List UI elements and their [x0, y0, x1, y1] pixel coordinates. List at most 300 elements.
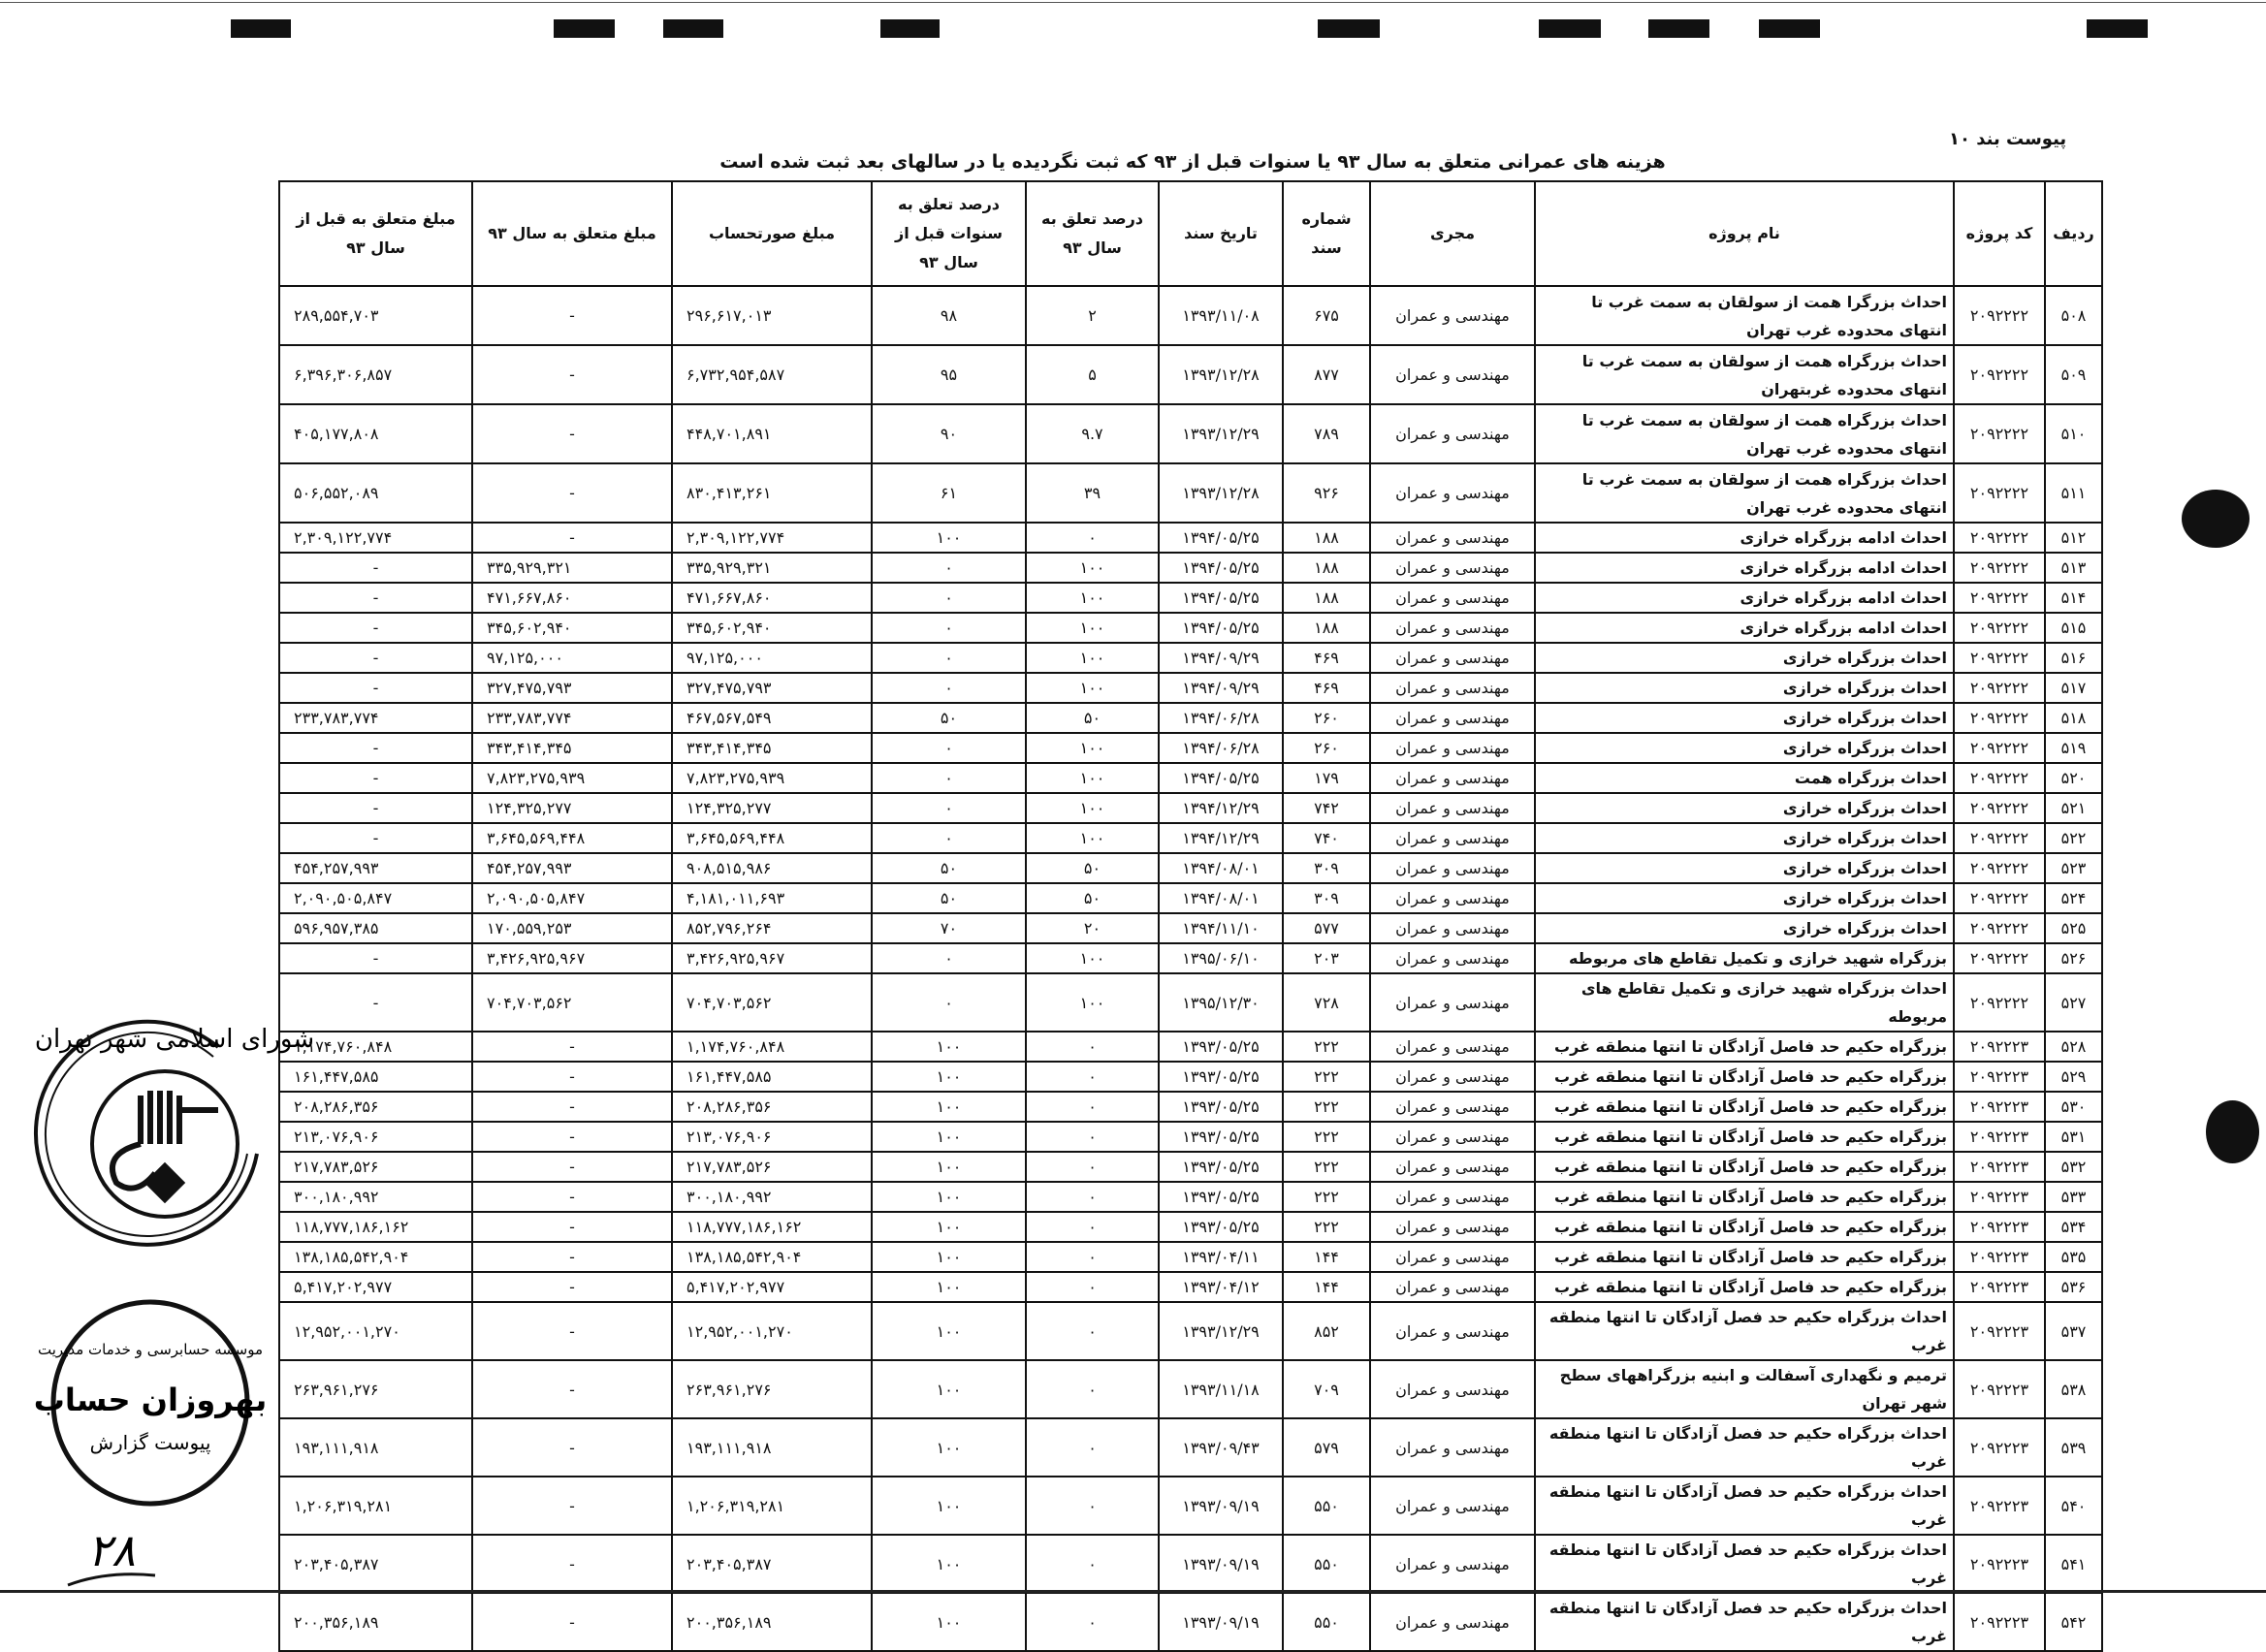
- cell-project-code: ۲۰۹۲۲۲۲: [1954, 853, 2045, 883]
- cell-amount-93: -: [472, 1062, 672, 1092]
- cell-executor: مهندسی و عمران: [1370, 1360, 1535, 1418]
- table-row: [279, 823, 2102, 853]
- cell-document-date: ۱۳۹۳/۰۹/۱۹: [1159, 1593, 1283, 1651]
- cell-percent-before-93: ۱۰۰: [872, 523, 1026, 553]
- cell-document-date: ۱۳۹۴/۱۱/۱۰: [1159, 913, 1283, 943]
- cell-executor: مهندسی و عمران: [1370, 463, 1535, 523]
- cell-amount-93: -: [472, 463, 672, 523]
- cell-document-number: ۵۵۰: [1283, 1535, 1370, 1593]
- cell-amount-before-93: ۴۰۵,۱۷۷,۸۰۸: [279, 404, 472, 463]
- cell-amount-before-93: -: [279, 583, 472, 613]
- table-row: [279, 463, 2102, 523]
- expenses-table: [278, 180, 2103, 1652]
- cell-project-name: احداث بزرگرا همت از سولقان به سمت غرب تا انتهای محدوده غرب تهران: [1535, 286, 1954, 345]
- cell-row-number: ۵۳۵: [2045, 1242, 2102, 1272]
- cell-invoice-amount: ۳,۴۲۶,۹۲۵,۹۶۷: [672, 943, 872, 973]
- cell-document-date: ۱۳۹۵/۰۶/۱۰: [1159, 943, 1283, 973]
- cell-percent-before-93: ۵۰: [872, 853, 1026, 883]
- cell-amount-before-93: ۱۶۱,۴۴۷,۵۸۵: [279, 1062, 472, 1092]
- cell-invoice-amount: ۳۴۳,۴۱۴,۳۴۵: [672, 733, 872, 763]
- cell-project-code: ۲۰۹۲۲۲۲: [1954, 553, 2045, 583]
- cell-percent-before-93: ۰: [872, 643, 1026, 673]
- cell-percent-93: ۰: [1026, 1032, 1159, 1062]
- cell-amount-93: -: [472, 1032, 672, 1062]
- table-row: [279, 733, 2102, 763]
- cell-project-name: احداث بزرگراه حکیم حد فصل آزادگان تا انتها منطقه غرب: [1535, 1418, 1954, 1477]
- cell-project-name: احداث بزرگراه خرازی: [1535, 883, 1954, 913]
- cell-executor: مهندسی و عمران: [1370, 883, 1535, 913]
- cell-percent-93: ۱۰۰: [1026, 973, 1159, 1032]
- table-row: [279, 286, 2102, 345]
- cell-executor: مهندسی و عمران: [1370, 943, 1535, 973]
- cell-project-code: ۲۰۹۲۲۲۲: [1954, 793, 2045, 823]
- cell-executor: مهندسی و عمران: [1370, 703, 1535, 733]
- punch-hole-mark: [2182, 490, 2250, 548]
- cell-project-code: ۲۰۹۲۲۲۳: [1954, 1092, 2045, 1122]
- cell-invoice-amount: ۴۴۸,۷۰۱,۸۹۱: [672, 404, 872, 463]
- table-row: [279, 1535, 2102, 1593]
- cell-amount-93: -: [472, 1212, 672, 1242]
- cell-row-number: ۵۱۷: [2045, 673, 2102, 703]
- cell-project-code: ۲۰۹۲۲۲۲: [1954, 286, 2045, 345]
- cell-percent-93: ۱۰۰: [1026, 793, 1159, 823]
- punch-hole-mark: [2206, 1100, 2259, 1163]
- cell-amount-93: -: [472, 1360, 672, 1418]
- table-row: [279, 643, 2102, 673]
- cell-percent-93: ۰: [1026, 1062, 1159, 1092]
- redaction-bar: [1318, 19, 1380, 38]
- column-header-document-date: تاریخ سند: [1159, 181, 1283, 286]
- cell-amount-93: -: [472, 1535, 672, 1593]
- redaction-bar: [1539, 19, 1601, 38]
- column-header-executor: مجری: [1370, 181, 1535, 286]
- cell-project-code: ۲۰۹۲۲۲۳: [1954, 1032, 2045, 1062]
- cell-row-number: ۵۴۱: [2045, 1535, 2102, 1593]
- column-header-percent-before-93: درصد تعلق به سنوات قبل از سال ۹۳: [872, 181, 1026, 286]
- cell-project-code: ۲۰۹۲۲۲۳: [1954, 1360, 2045, 1418]
- cell-document-date: ۱۳۹۳/۱۲/۲۹: [1159, 1302, 1283, 1360]
- table-row: [279, 853, 2102, 883]
- scan-edge-line: [0, 1590, 2266, 1593]
- cell-row-number: ۵۲۱: [2045, 793, 2102, 823]
- cell-row-number: ۵۲۹: [2045, 1062, 2102, 1092]
- cell-executor: مهندسی و عمران: [1370, 1152, 1535, 1182]
- cell-project-name: احداث بزرگراه خرازی: [1535, 853, 1954, 883]
- cell-invoice-amount: ۴۶۷,۵۶۷,۵۴۹: [672, 703, 872, 733]
- cell-amount-before-93: ۱۳۸,۱۸۵,۵۴۲,۹۰۴: [279, 1242, 472, 1272]
- cell-amount-before-93: ۲۰۰,۳۵۶,۱۸۹: [279, 1593, 472, 1651]
- cell-document-number: ۲۲۲: [1283, 1062, 1370, 1092]
- cell-executor: مهندسی و عمران: [1370, 1062, 1535, 1092]
- cell-amount-93: -: [472, 523, 672, 553]
- cell-document-date: ۱۳۹۴/۰۵/۲۵: [1159, 583, 1283, 613]
- cell-amount-93: ۳,۶۴۵,۵۶۹,۴۴۸: [472, 823, 672, 853]
- cell-row-number: ۵۲۸: [2045, 1032, 2102, 1062]
- cell-invoice-amount: ۵,۴۱۷,۲۰۲,۹۷۷: [672, 1272, 872, 1302]
- cell-row-number: ۵۳۲: [2045, 1152, 2102, 1182]
- cell-row-number: ۵۲۷: [2045, 973, 2102, 1032]
- cell-percent-93: ۰: [1026, 1122, 1159, 1152]
- cell-project-name: بزرگراه شهید خرازی و تکمیل تقاطع های مربوطه: [1535, 943, 1954, 973]
- cell-document-number: ۲۲۲: [1283, 1182, 1370, 1212]
- cell-executor: مهندسی و عمران: [1370, 1418, 1535, 1477]
- auditor-stamp-sub: پیوست گزارش: [89, 1431, 211, 1454]
- auditor-stamp-top: موسسه حسابرسی و خدمات مدیریت: [38, 1341, 263, 1358]
- cell-row-number: ۵۳۳: [2045, 1182, 2102, 1212]
- cell-project-code: ۲۰۹۲۲۲۲: [1954, 973, 2045, 1032]
- cell-invoice-amount: ۲۱۳,۰۷۶,۹۰۶: [672, 1122, 872, 1152]
- cell-amount-before-93: ۱۲,۹۵۲,۰۰۱,۲۷۰: [279, 1302, 472, 1360]
- cell-percent-93: ۱۰۰: [1026, 943, 1159, 973]
- cell-amount-93: ۳۳۵,۹۲۹,۳۲۱: [472, 553, 672, 583]
- cell-amount-93: ۳۴۳,۴۱۴,۳۴۵: [472, 733, 672, 763]
- cell-amount-before-93: ۳۰۰,۱۸۰,۹۹۲: [279, 1182, 472, 1212]
- table-row: [279, 1418, 2102, 1477]
- cell-executor: مهندسی و عمران: [1370, 763, 1535, 793]
- cell-amount-before-93: ۲۰۳,۴۰۵,۳۸۷: [279, 1535, 472, 1593]
- cell-invoice-amount: ۲۹۶,۶۱۷,۰۱۳: [672, 286, 872, 345]
- cell-row-number: ۵۳۴: [2045, 1212, 2102, 1242]
- table-row: [279, 1593, 2102, 1651]
- table-row: [279, 943, 2102, 973]
- cell-invoice-amount: ۷,۸۲۳,۲۷۵,۹۳۹: [672, 763, 872, 793]
- cell-row-number: ۵۲۰: [2045, 763, 2102, 793]
- cell-document-number: ۲۶۰: [1283, 733, 1370, 763]
- auditor-stamp: [33, 1294, 268, 1517]
- cell-project-code: ۲۰۹۲۲۲۳: [1954, 1212, 2045, 1242]
- cell-project-code: ۲۰۹۲۲۲۲: [1954, 913, 2045, 943]
- cell-document-number: ۷۴۰: [1283, 823, 1370, 853]
- annex-label: پیوست بند ۱۰: [1949, 129, 2067, 149]
- cell-percent-93: ۰: [1026, 1535, 1159, 1593]
- handwritten-page-number: [58, 1522, 165, 1590]
- cell-document-number: ۴۶۹: [1283, 643, 1370, 673]
- cell-document-number: ۱۸۸: [1283, 523, 1370, 553]
- cell-amount-before-93: -: [279, 973, 472, 1032]
- cell-document-number: ۳۰۹: [1283, 883, 1370, 913]
- cell-project-code: ۲۰۹۲۲۲۳: [1954, 1272, 2045, 1302]
- cell-row-number: ۵۳۷: [2045, 1302, 2102, 1360]
- cell-document-date: ۱۳۹۴/۱۲/۲۹: [1159, 823, 1283, 853]
- cell-project-name: بزرگراه حکیم حد فاصل آزادگان تا انتها منطقه غرب: [1535, 1062, 1954, 1092]
- cell-amount-93: -: [472, 1593, 672, 1651]
- cell-project-code: ۲۰۹۲۲۲۲: [1954, 763, 2045, 793]
- cell-project-code: ۲۰۹۲۲۲۲: [1954, 404, 2045, 463]
- cell-executor: مهندسی و عمران: [1370, 733, 1535, 763]
- cell-percent-93: ۱۰۰: [1026, 553, 1159, 583]
- cell-document-date: ۱۳۹۴/۰۵/۲۵: [1159, 613, 1283, 643]
- cell-executor: مهندسی و عمران: [1370, 913, 1535, 943]
- cell-amount-93: ۳,۴۲۶,۹۲۵,۹۶۷: [472, 943, 672, 973]
- cell-percent-before-93: ۰: [872, 733, 1026, 763]
- cell-amount-93: ۴۵۴,۲۵۷,۹۹۳: [472, 853, 672, 883]
- cell-row-number: ۵۳۱: [2045, 1122, 2102, 1152]
- cell-project-name: بزرگراه حکیم حد فاصل آزادگان تا انتها منطقه غرب: [1535, 1092, 1954, 1122]
- cell-invoice-amount: ۳,۶۴۵,۵۶۹,۴۴۸: [672, 823, 872, 853]
- cell-project-code: ۲۰۹۲۲۲۲: [1954, 583, 2045, 613]
- cell-percent-93: ۵۰: [1026, 703, 1159, 733]
- cell-document-date: ۱۳۹۵/۱۲/۳۰: [1159, 973, 1283, 1032]
- cell-percent-93: ۵: [1026, 345, 1159, 404]
- cell-executor: مهندسی و عمران: [1370, 553, 1535, 583]
- cell-document-date: ۱۳۹۳/۰۵/۲۵: [1159, 1152, 1283, 1182]
- cell-project-code: ۲۰۹۲۲۲۲: [1954, 643, 2045, 673]
- cell-amount-before-93: -: [279, 673, 472, 703]
- cell-amount-before-93: ۲۸۹,۵۵۴,۷۰۳: [279, 286, 472, 345]
- table-row: [279, 1062, 2102, 1092]
- cell-project-name: بزرگراه حکیم حد فاصل آزادگان تا انتها منطقه غرب: [1535, 1122, 1954, 1152]
- cell-document-date: ۱۳۹۳/۰۵/۲۵: [1159, 1122, 1283, 1152]
- cell-amount-before-93: -: [279, 613, 472, 643]
- cell-amount-93: -: [472, 1242, 672, 1272]
- cell-percent-93: ۵۰: [1026, 853, 1159, 883]
- cell-document-number: ۵۷۹: [1283, 1418, 1370, 1477]
- cell-project-code: ۲۰۹۲۲۲۲: [1954, 463, 2045, 523]
- cell-executor: مهندسی و عمران: [1370, 793, 1535, 823]
- cell-executor: مهندسی و عمران: [1370, 523, 1535, 553]
- cell-invoice-amount: ۱۱۸,۷۷۷,۱۸۶,۱۶۲: [672, 1212, 872, 1242]
- cell-invoice-amount: ۱,۱۷۴,۷۶۰,۸۴۸: [672, 1032, 872, 1062]
- council-seal-text: شورای اسلامی شهر تهران: [34, 1025, 315, 1054]
- cell-executor: مهندسی و عمران: [1370, 583, 1535, 613]
- cell-executor: مهندسی و عمران: [1370, 1032, 1535, 1062]
- cell-project-code: ۲۰۹۲۲۲۲: [1954, 703, 2045, 733]
- cell-amount-before-93: ۲,۰۹۰,۵۰۵,۸۴۷: [279, 883, 472, 913]
- cell-document-date: ۱۳۹۳/۱۱/۱۸: [1159, 1360, 1283, 1418]
- table-row: [279, 763, 2102, 793]
- cell-row-number: ۵۱۵: [2045, 613, 2102, 643]
- cell-document-date: ۱۳۹۴/۰۹/۲۹: [1159, 643, 1283, 673]
- table-row: [279, 1182, 2102, 1212]
- cell-document-number: ۷۲۸: [1283, 973, 1370, 1032]
- column-header-invoice-amount: مبلغ صورتحساب: [672, 181, 872, 286]
- cell-row-number: ۵۱۰: [2045, 404, 2102, 463]
- cell-row-number: ۵۱۲: [2045, 523, 2102, 553]
- cell-percent-93: ۳۹: [1026, 463, 1159, 523]
- cell-percent-before-93: ۹۰: [872, 404, 1026, 463]
- cell-project-code: ۲۰۹۲۲۲۳: [1954, 1418, 2045, 1477]
- cell-executor: مهندسی و عمران: [1370, 1272, 1535, 1302]
- cell-document-date: ۱۳۹۳/۰۹/۱۹: [1159, 1535, 1283, 1593]
- cell-document-date: ۱۳۹۴/۰۶/۲۸: [1159, 733, 1283, 763]
- cell-amount-before-93: ۱,۱۷۴,۷۶۰,۸۴۸: [279, 1032, 472, 1062]
- cell-document-number: ۲۰۳: [1283, 943, 1370, 973]
- cell-amount-93: -: [472, 1152, 672, 1182]
- cell-percent-before-93: ۰: [872, 613, 1026, 643]
- cell-amount-before-93: ۶,۳۹۶,۳۰۶,۸۵۷: [279, 345, 472, 404]
- column-header-row-number: ردیف: [2045, 181, 2102, 286]
- cell-amount-before-93: -: [279, 763, 472, 793]
- cell-document-number: ۱۸۸: [1283, 553, 1370, 583]
- cell-amount-before-93: ۲,۳۰۹,۱۲۲,۷۷۴: [279, 523, 472, 553]
- cell-amount-before-93: -: [279, 553, 472, 583]
- cell-executor: مهندسی و عمران: [1370, 1122, 1535, 1152]
- cell-row-number: ۵۴۲: [2045, 1593, 2102, 1651]
- table-row: [279, 404, 2102, 463]
- cell-project-name: احداث بزرگراه حکیم حد فصل آزادگان تا انتها منطقه غرب: [1535, 1302, 1954, 1360]
- cell-percent-before-93: ۱۰۰: [872, 1302, 1026, 1360]
- cell-executor: مهندسی و عمران: [1370, 1535, 1535, 1593]
- redaction-bar: [554, 19, 615, 38]
- cell-project-name: احداث ادامه بزرگراه خرازی: [1535, 613, 1954, 643]
- cell-document-date: ۱۳۹۳/۱۲/۲۹: [1159, 404, 1283, 463]
- cell-percent-before-93: ۵۰: [872, 883, 1026, 913]
- cell-percent-93: ۱۰۰: [1026, 613, 1159, 643]
- cell-document-number: ۷۰۹: [1283, 1360, 1370, 1418]
- column-header-document-number: شماره سند: [1283, 181, 1370, 286]
- cell-project-name: احداث بزرگراه شهید خرازی و تکمیل تقاطع های مربوطه: [1535, 973, 1954, 1032]
- table-row: [279, 703, 2102, 733]
- cell-document-date: ۱۳۹۳/۰۵/۲۵: [1159, 1062, 1283, 1092]
- cell-invoice-amount: ۲۶۳,۹۶۱,۲۷۶: [672, 1360, 872, 1418]
- cell-amount-93: -: [472, 1092, 672, 1122]
- cell-percent-93: ۲: [1026, 286, 1159, 345]
- cell-document-date: ۱۳۹۳/۰۹/۴۳: [1159, 1418, 1283, 1477]
- cell-percent-before-93: ۰: [872, 793, 1026, 823]
- cell-project-code: ۲۰۹۲۲۲۳: [1954, 1302, 2045, 1360]
- cell-row-number: ۵۲۴: [2045, 883, 2102, 913]
- cell-amount-93: -: [472, 1122, 672, 1152]
- redaction-bar: [1648, 19, 1709, 38]
- cell-project-name: احداث بزرگراه حکیم حد فصل آزادگان تا انتها منطقه غرب: [1535, 1477, 1954, 1535]
- cell-project-name: ترمیم و نگهداری آسفالت و ابنیه بزرگراههای سطح شهر تهران: [1535, 1360, 1954, 1418]
- cell-project-code: ۲۰۹۲۲۲۳: [1954, 1535, 2045, 1593]
- cell-invoice-amount: ۱۲,۹۵۲,۰۰۱,۲۷۰: [672, 1302, 872, 1360]
- cell-project-name: بزرگراه حکیم حد فاصل آزادگان تا انتها منطقه غرب: [1535, 1242, 1954, 1272]
- cell-document-number: ۲۲۲: [1283, 1152, 1370, 1182]
- cell-percent-before-93: ۰: [872, 583, 1026, 613]
- cell-document-number: ۶۷۵: [1283, 286, 1370, 345]
- cell-project-name: احداث بزرگراه خرازی: [1535, 643, 1954, 673]
- column-header-project-name: نام پروژه: [1535, 181, 1954, 286]
- cell-document-number: ۹۲۶: [1283, 463, 1370, 523]
- cell-invoice-amount: ۳۰۰,۱۸۰,۹۹۲: [672, 1182, 872, 1212]
- cell-percent-93: ۱۰۰: [1026, 733, 1159, 763]
- cell-invoice-amount: ۹۷,۱۲۵,۰۰۰: [672, 643, 872, 673]
- cell-percent-93: ۰: [1026, 1418, 1159, 1477]
- cell-invoice-amount: ۳۲۷,۴۷۵,۷۹۳: [672, 673, 872, 703]
- cell-amount-93: ۱۷۰,۵۵۹,۲۵۳: [472, 913, 672, 943]
- cell-percent-93: ۰: [1026, 1360, 1159, 1418]
- cell-invoice-amount: ۱,۲۰۶,۳۱۹,۲۸۱: [672, 1477, 872, 1535]
- cell-project-code: ۲۰۹۲۲۲۲: [1954, 943, 2045, 973]
- cell-project-code: ۲۰۹۲۲۲۲: [1954, 823, 2045, 853]
- table-row: [279, 673, 2102, 703]
- cell-document-date: ۱۳۹۳/۰۵/۲۵: [1159, 1092, 1283, 1122]
- cell-document-date: ۱۳۹۳/۱۱/۰۸: [1159, 286, 1283, 345]
- cell-percent-before-93: ۱۰۰: [872, 1212, 1026, 1242]
- table-row: [279, 345, 2102, 404]
- cell-document-number: ۸۵۲: [1283, 1302, 1370, 1360]
- cell-document-number: ۵۷۷: [1283, 913, 1370, 943]
- cell-invoice-amount: ۳۳۵,۹۲۹,۳۲۱: [672, 553, 872, 583]
- cell-document-number: ۵۵۰: [1283, 1593, 1370, 1651]
- cell-executor: مهندسی و عمران: [1370, 1212, 1535, 1242]
- cell-project-code: ۲۰۹۲۲۲۲: [1954, 345, 2045, 404]
- cell-project-code: ۲۰۹۲۲۲۲: [1954, 883, 2045, 913]
- cell-amount-93: ۷,۸۲۳,۲۷۵,۹۳۹: [472, 763, 672, 793]
- cell-amount-before-93: -: [279, 793, 472, 823]
- cell-project-name: احداث بزرگراه همت از سولقان به سمت غرب تا انتهای محدوده غربتهران: [1535, 345, 1954, 404]
- cell-percent-before-93: ۹۸: [872, 286, 1026, 345]
- cell-document-date: ۱۳۹۴/۰۸/۰۱: [1159, 883, 1283, 913]
- cell-percent-before-93: ۱۰۰: [872, 1182, 1026, 1212]
- cell-percent-before-93: ۱۰۰: [872, 1122, 1026, 1152]
- cell-document-number: ۱۸۸: [1283, 583, 1370, 613]
- cell-percent-before-93: ۶۱: [872, 463, 1026, 523]
- cell-executor: مهندسی و عمران: [1370, 973, 1535, 1032]
- cell-amount-93: ۲,۰۹۰,۵۰۵,۸۴۷: [472, 883, 672, 913]
- cell-executor: مهندسی و عمران: [1370, 1242, 1535, 1272]
- cell-row-number: ۵۲۶: [2045, 943, 2102, 973]
- cell-amount-before-93: ۱,۲۰۶,۳۱۹,۲۸۱: [279, 1477, 472, 1535]
- cell-invoice-amount: ۲,۳۰۹,۱۲۲,۷۷۴: [672, 523, 872, 553]
- table-row: [279, 523, 2102, 553]
- cell-document-date: ۱۳۹۳/۰۹/۱۹: [1159, 1477, 1283, 1535]
- cell-project-name: احداث بزرگراه همت از سولقان به سمت غرب تا انتهای محدوده غرب تهران: [1535, 463, 1954, 523]
- cell-amount-before-93: ۵۹۶,۹۵۷,۳۸۵: [279, 913, 472, 943]
- cell-invoice-amount: ۴۷۱,۶۶۷,۸۶۰: [672, 583, 872, 613]
- cell-document-number: ۸۷۷: [1283, 345, 1370, 404]
- cell-document-number: ۲۶۰: [1283, 703, 1370, 733]
- cell-amount-before-93: -: [279, 733, 472, 763]
- cell-percent-93: ۱۰۰: [1026, 583, 1159, 613]
- cell-document-date: ۱۳۹۴/۰۹/۲۹: [1159, 673, 1283, 703]
- cell-amount-93: ۷۰۴,۷۰۳,۵۶۲: [472, 973, 672, 1032]
- cell-project-code: ۲۰۹۲۲۲۳: [1954, 1593, 2045, 1651]
- cell-percent-93: ۰: [1026, 1182, 1159, 1212]
- cell-row-number: ۵۳۸: [2045, 1360, 2102, 1418]
- redaction-bar: [231, 19, 291, 38]
- page-number: ۲۸: [87, 1524, 136, 1576]
- page-title: هزینه های عمرانی متعلق به سال ۹۳ یا سنوات قبل از ۹۳ که ثبت نگردیده یا در سالهای بعد ثبت شده است: [719, 151, 1666, 173]
- cell-percent-before-93: ۱۰۰: [872, 1418, 1026, 1477]
- cell-invoice-amount: ۹۰۸,۵۱۵,۹۸۶: [672, 853, 872, 883]
- cell-document-number: ۵۵۰: [1283, 1477, 1370, 1535]
- cell-percent-93: ۲۰: [1026, 913, 1159, 943]
- cell-project-name: احداث ادامه بزرگراه خرازی: [1535, 553, 1954, 583]
- cell-document-date: ۱۳۹۳/۰۵/۲۵: [1159, 1182, 1283, 1212]
- table-row: [279, 613, 2102, 643]
- cell-document-date: ۱۳۹۳/۰۵/۲۵: [1159, 1212, 1283, 1242]
- cell-percent-before-93: ۰: [872, 823, 1026, 853]
- cell-percent-before-93: ۱۰۰: [872, 1152, 1026, 1182]
- column-header-percent-93: درصد تعلق به سال ۹۳: [1026, 181, 1159, 286]
- cell-document-date: ۱۳۹۴/۰۵/۲۵: [1159, 553, 1283, 583]
- cell-invoice-amount: ۳۴۵,۶۰۲,۹۴۰: [672, 613, 872, 643]
- cell-amount-before-93: -: [279, 643, 472, 673]
- cell-percent-93: ۰: [1026, 1593, 1159, 1651]
- cell-executor: مهندسی و عمران: [1370, 853, 1535, 883]
- column-header-amount-before-93: مبلغ متعلق به قبل از سال ۹۳: [279, 181, 472, 286]
- cell-percent-93: ۰: [1026, 1152, 1159, 1182]
- table-row: [279, 1477, 2102, 1535]
- cell-percent-before-93: ۰: [872, 943, 1026, 973]
- cell-percent-before-93: ۱۰۰: [872, 1242, 1026, 1272]
- cell-invoice-amount: ۱۹۳,۱۱۱,۹۱۸: [672, 1418, 872, 1477]
- cell-project-code: ۲۰۹۲۲۲۲: [1954, 733, 2045, 763]
- cell-project-name: بزرگراه حکیم حد فاصل آزادگان تا انتها منطقه غرب: [1535, 1032, 1954, 1062]
- cell-amount-93: ۲۳۳,۷۸۳,۷۷۴: [472, 703, 672, 733]
- cell-document-number: ۱۴۴: [1283, 1242, 1370, 1272]
- column-header-amount-93: مبلغ متعلق به سال ۹۳: [472, 181, 672, 286]
- cell-amount-before-93: ۴۵۴,۲۵۷,۹۹۳: [279, 853, 472, 883]
- cell-amount-before-93: ۲۱۷,۷۸۳,۵۲۶: [279, 1152, 472, 1182]
- cell-project-code: ۲۰۹۲۲۲۳: [1954, 1477, 2045, 1535]
- cell-amount-before-93: ۵۰۶,۵۵۲,۰۸۹: [279, 463, 472, 523]
- cell-amount-before-93: -: [279, 943, 472, 973]
- cell-document-date: ۱۳۹۳/۰۴/۱۱: [1159, 1242, 1283, 1272]
